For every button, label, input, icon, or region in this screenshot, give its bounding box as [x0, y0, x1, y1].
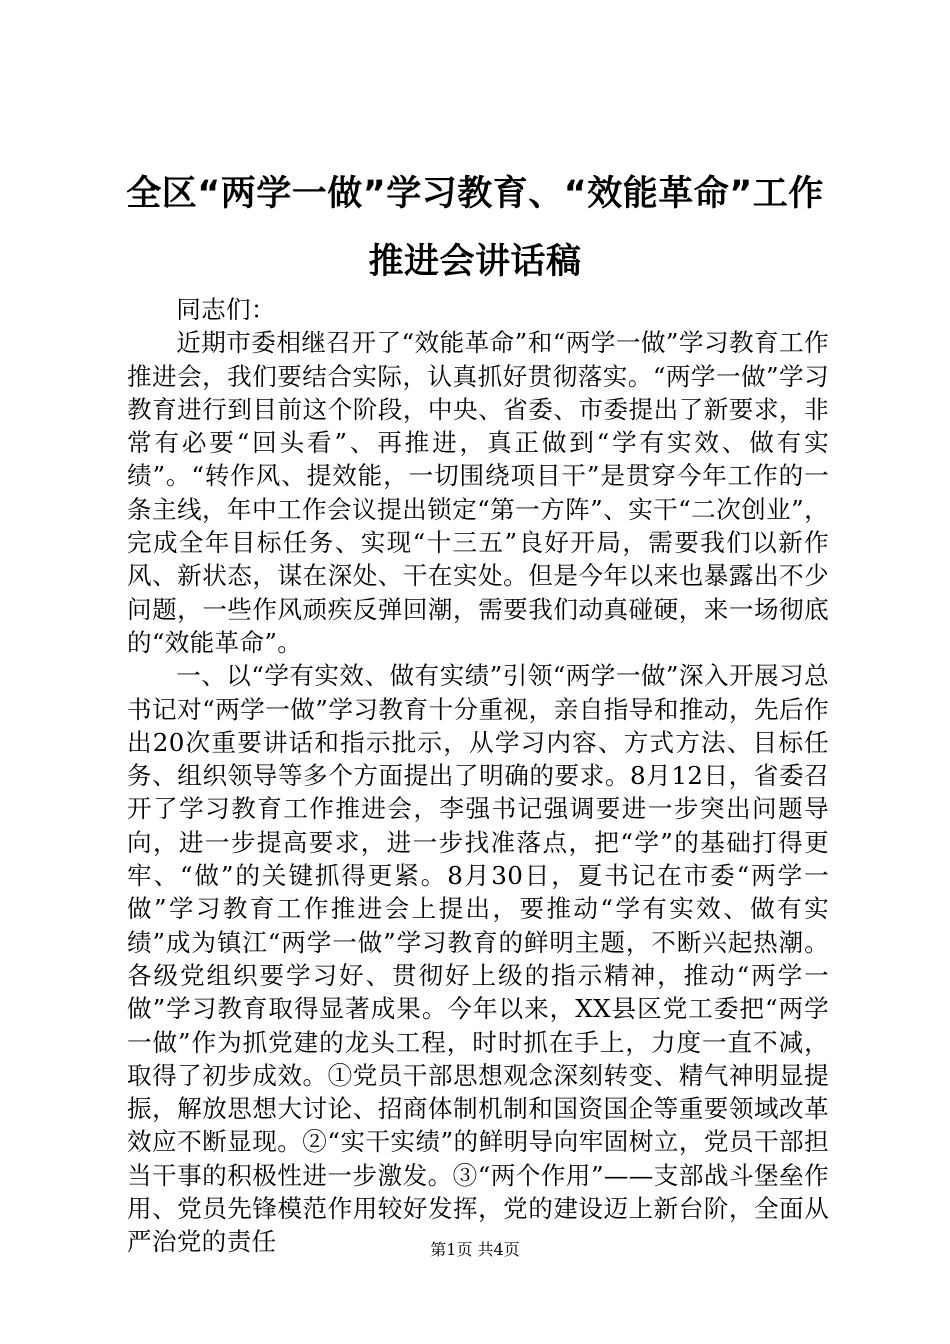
paragraph-section-one: 一、以“学有实效、做有实绩”引领“两学一做”深入开展习总书记对“两学一做”学习教育十分重视，亲自指导和推动，先后作出20次重要讲话和指示批示，从学习内容、方式方法、目标任务、组织领导等多个方面提出了明确的要求。8月12日，省委召开了学习教育工作推进会，李强书记强调要进一步突出问题导向，进一步提高要求，进一步找准落点，把“学”的基础打得更牢、“做”的关键抓得更紧。8月30日，夏书记在市委“两学一做”学习教育工作推进会上提出，要推动“学有实效、做有实绩”成为镇江“两学一做”学习教育的鲜明主题，不断兴起热潮。各级党组织要学习好、贯彻好上级的指示精神，推动“两学一做”学习教育取得显著成果。今年以来，XX县区党工委把“两学一做”作为抓党建的龙头工程，时时抓在手上，力度一直不减，取得了初步成效。①党员干部思想观念深刻转变、精气神明显提振，解放思想大讨论、招商体制机制和国资国企等重要领域改革效应不断显现。②“实干实绩”的鲜明导向牢固树立，党员干部担当干事的积极性进一步激发。③“两个作用”——支部战斗堡垒作用、党员先锋模范作用较好发挥，党的建设迈上新台阶，全面从严治党的责任: [127, 661, 829, 1257]
salutation: 同志们：: [176, 295, 276, 324]
document-title: 全区“两学一做”学习教育、“效能革命”工作推进会讲话稿: [126, 174, 824, 282]
page-number-footer: 第1页 共4页: [430, 1240, 520, 1259]
document-body: [127, 293, 829, 1259]
paragraph-intro: 近期市委相继召开了“效能革命”和“两学一做”学习教育工作推进会，我们要结合实际，认真抓好贯彻落实。“两学一做”学习教育进行到目前这个阶段，中央、省委、市委提出了新要求，非常有必要“回头看”、再推进，真正做到“学有实效、做有实绩”。“转作风、提效能，一切围绕项目干”是贯穿今年工作的一条主线，年中工作会议提出锁定“第一方阵”、实干“二次创业”，完成全年目标任务、实现“十三五”良好开局，需要我们以新作风、新状态，谋在深处、干在实处。但是今年以来也暴露出不少问题，一些作风顽疾反弹回潮，需要我们动真碰硬，来一场彻底的“效能革命”。: [127, 328, 829, 657]
